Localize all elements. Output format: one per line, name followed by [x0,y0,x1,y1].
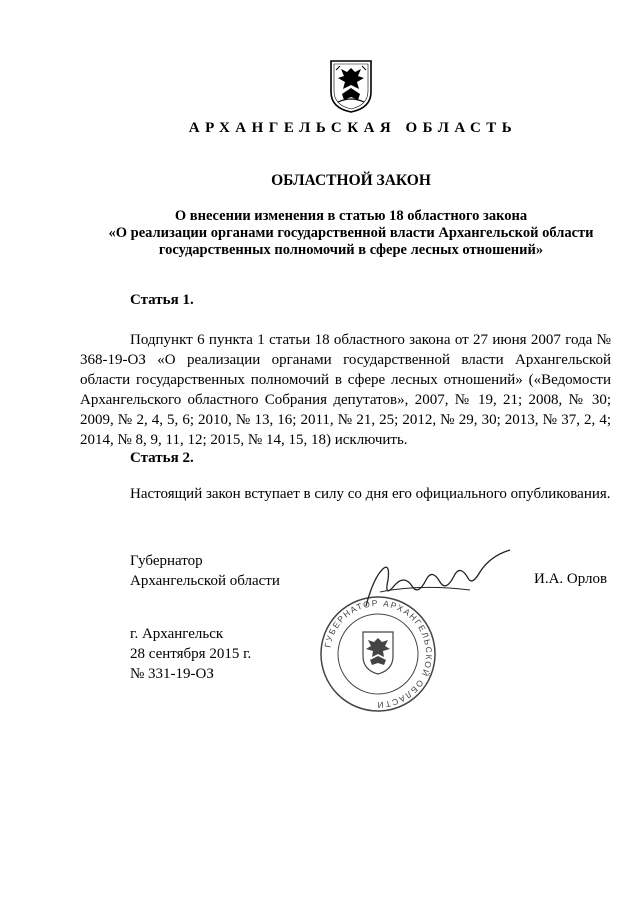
article-1-text: Подпункт 6 пункта 1 статьи 18 областного закона от 27 июня 2007 года № 368-19-ОЗ «О реализации органами государственной власти Архангельской области государственных полномочий в сфере лесных отношений» («Ведомости Архангельского областного Собрания депутатов», 2007, № 19, 21; 2008, № 30; 2009, № 2, 4, 5, 6; 2010, № 13, 16; 2011, № 21, 25; 2012, № 29, 30; 2013, № 37, 2, 4; 2014, № 8, 9, 11, 12; 2015, № 14, 15, 18) исключить. [80,332,611,448]
law-title-line: государственных полномочий в сфере лесных отношений» [158,242,544,258]
law-title-line: О внесении изменения в статью 18 областного закона [174,208,528,224]
region-heading: АРХАНГЕЛЬСКАЯ ОБЛАСТЬ [188,120,518,136]
law-number: № 331-19-ОЗ [130,666,214,682]
signatory-position [130,551,280,591]
signatory-name: И.А. Орлов [534,571,608,587]
law-title-line: «О реализации органами государственной власти Архангельской области [108,225,594,241]
article-1-heading: Статья 1. [130,292,194,308]
article-2-text: Настоящий закон вступает в силу со дня его официального опубликования. [130,486,611,502]
seal-text: ГУБЕРНАТОР АРХАНГЕЛЬСКОЙ ОБЛАСТИ [322,597,435,711]
coat-of-arms-icon [328,58,374,114]
article-2-heading: Статья 2. [130,450,194,466]
signing-details [130,624,251,684]
signing-date: 28 сентября 2015 г. [130,646,252,662]
signatory-position-line: Архангельской области [130,573,280,589]
document-type-heading: ОБЛАСТНОЙ ЗАКОН [271,172,431,189]
law-title [80,208,622,259]
signatory-position-line: Губернатор [130,553,203,569]
signing-place: г. Архангельск [130,626,224,642]
handwritten-signature-icon [360,546,520,616]
